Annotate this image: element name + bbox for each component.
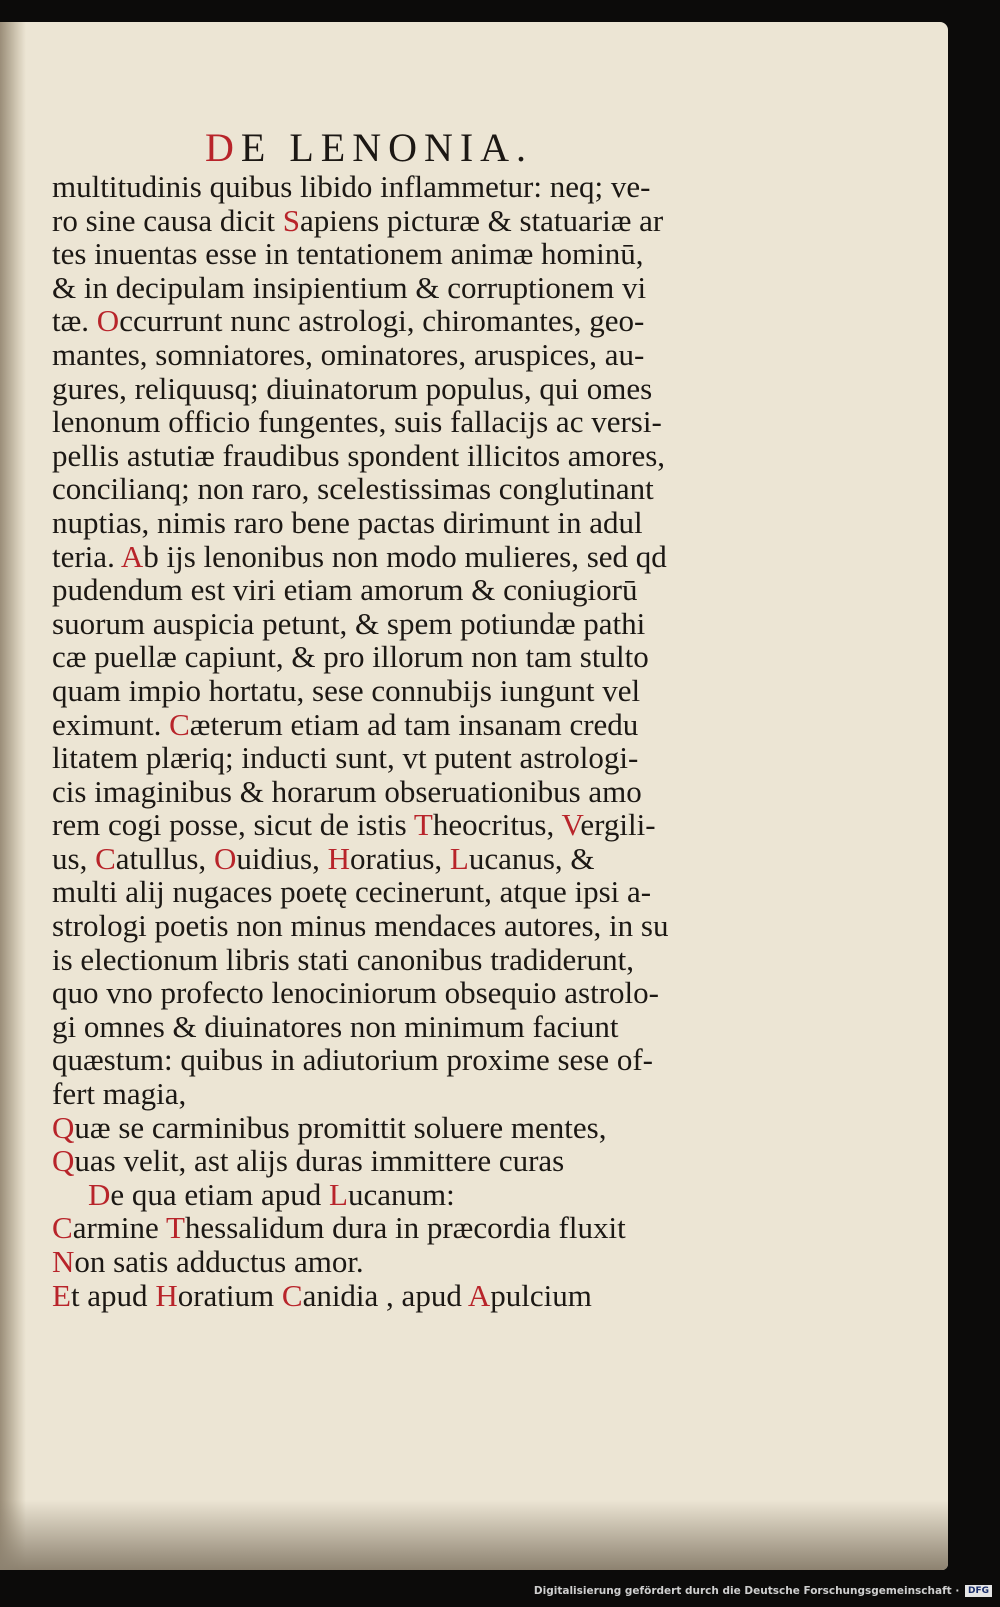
text-line [52,372,742,406]
text-segment: quæstum: quibus in adiutorium proxime sese of- [52,1042,654,1078]
book-page [0,22,948,1570]
rubricated-initial: Q [52,1109,75,1145]
text-segment: litatem plæriq; inducti sunt, vt putent astrologi- [52,740,639,776]
text-segment: apiens picturæ & statuariæ ar [299,202,664,238]
text-segment: eximunt. [52,706,170,742]
rubricated-initial: A [120,538,144,574]
text-line [52,1077,742,1111]
text-segment: ccurrunt nunc astrologi, chiromantes, geo- [119,303,645,339]
text-line [52,875,742,909]
text-segment: on satis adductus amor. [74,1244,364,1279]
text-line [52,472,742,506]
text-line [52,204,742,238]
rubricated-initial: S [282,202,300,238]
text-line [52,808,742,842]
rubricated-initial: C [52,1210,73,1246]
header-initial: D [205,125,241,170]
text-segment: mantes, somniatores, ominatores, aruspices, au- [52,336,645,372]
text-line [52,237,742,271]
text-line [52,842,742,876]
text-segment: ro sine causa dicit [52,202,283,238]
text-segment: is electionum libris stati canonibus tradiderunt, [52,941,634,977]
text-segment: ucanum: [347,1176,455,1212]
text-segment: quo vno profecto lenociniorum obsequio astrolo- [52,975,659,1011]
rubricated-initial: E [52,1277,71,1313]
text-line [52,976,742,1010]
running-header [205,124,533,171]
rubricated-initial: T [413,807,433,843]
text-segment: cis imaginibus & horarum obseruationibus amo [52,773,642,809]
rubricated-initial: O [96,303,120,339]
header-title: E LENONIA. [240,125,534,170]
text-segment: concilianq; non raro, scelestissimas conglutinant [52,471,654,507]
text-segment: gures, reliquusq; diuinatorum populus, qui omes [52,370,653,406]
text-segment: us, [52,840,96,876]
footer-text: Digitalisierung gefördert durch die Deutsche Forschungsgemeinschaft · [533,1585,960,1597]
text-segment: quam impio hortatu, sese connubijs iungunt vel [52,672,641,708]
text-line [52,674,742,708]
rubricated-initial: L [449,840,469,876]
rubricated-initial: H [327,840,351,876]
text-segment: t apud [70,1277,156,1313]
text-segment: pulcium [490,1277,592,1313]
text-segment: oratium [177,1277,282,1313]
text-segment: uæ se carminibus promittit soluere mentes, [74,1109,607,1145]
text-segment: e qua etiam apud [110,1176,330,1212]
text-segment: pudendum est viri etiam amorum & coniugiorū [52,572,638,608]
text-segment: teria. [52,538,121,574]
text-segment: heocritus, [432,807,562,843]
text-line [52,506,742,540]
text-segment: ucanus, & [468,840,595,876]
text-segment: anidia , apud [302,1277,468,1313]
text-line [52,1043,742,1077]
text-segment: tes inuentas esse in tentationem animæ hominū, [52,236,644,272]
rubricated-initial: Q [52,1143,75,1179]
text-segment: & in decipulam insipientium & corruptionem vi [52,269,647,305]
rubricated-initial: C [95,840,116,876]
text-segment: tæ. [52,303,97,339]
text-line [52,1245,742,1279]
text-block [52,170,742,1312]
text-line [52,775,742,809]
text-segment: pellis astutiæ fraudibus spondent illicitos amores, [52,437,666,473]
text-line [52,405,742,439]
text-segment: uidius, [236,840,328,876]
text-line [52,1211,742,1245]
text-line [52,640,742,674]
text-segment: armine [72,1210,166,1246]
dfg-logo: DFG [965,1585,992,1597]
text-segment: multitudinis quibus libido inflammetur: neq; ve- [52,169,651,204]
rubricated-initial: N [52,1244,75,1279]
text-segment: oratius, [350,840,450,876]
text-line [52,573,742,607]
rubricated-initial: T [165,1210,185,1246]
rubricated-initial: C [169,706,190,742]
rubricated-initial: A [467,1277,491,1313]
text-line [52,909,742,943]
text-line [52,540,742,574]
text-line [52,338,742,372]
text-line [52,741,742,775]
text-segment: suorum auspicia petunt, & spem potiundæ pathi [52,605,646,641]
text-segment: nuptias, nimis raro bene pactas dirimunt in adul [52,504,643,540]
text-segment: hessalidum dura in præcordia fluxit [184,1210,626,1246]
text-line [52,170,742,204]
text-line [52,607,742,641]
text-segment: atullus, [115,840,214,876]
text-line [52,943,742,977]
text-segment: uas velit, ast alijs duras immittere curas [74,1143,565,1179]
text-segment: ergili- [580,807,656,843]
text-line [52,1144,742,1178]
rubricated-initial: D [88,1176,111,1212]
text-segment: gi omnes & diuinatores non minimum faciunt [52,1008,619,1044]
text-segment: cæ puellæ capiunt, & pro illorum non tam stulto [52,639,649,675]
text-segment: æterum etiam ad tam insanam credu [189,706,639,742]
text-segment: rem cogi posse, sicut de istis [52,807,414,843]
text-line [52,304,742,338]
funding-footer [534,1585,992,1597]
text-segment: lenonum officio fungentes, suis fallacijs ac versi- [52,404,662,440]
text-line [52,271,742,305]
rubricated-initial: O [213,840,237,876]
rubricated-initial: L [329,1176,348,1212]
text-segment: fert magia, [52,1076,187,1112]
rubricated-initial: H [155,1277,178,1313]
text-line [52,1178,742,1212]
text-line [52,439,742,473]
text-segment: multi alij nugaces poetę cecinerunt, atque ipsi a- [52,874,652,910]
text-line [52,708,742,742]
text-line [52,1279,742,1313]
text-line [52,1010,742,1044]
text-segment: strologi poetis non minus mendaces autores, in su [52,908,669,944]
rubricated-initial: C [281,1277,303,1313]
rubricated-initial: V [561,807,581,843]
text-line [52,1111,742,1145]
text-segment: b ijs lenonibus non modo mulieres, sed qd [143,538,667,574]
